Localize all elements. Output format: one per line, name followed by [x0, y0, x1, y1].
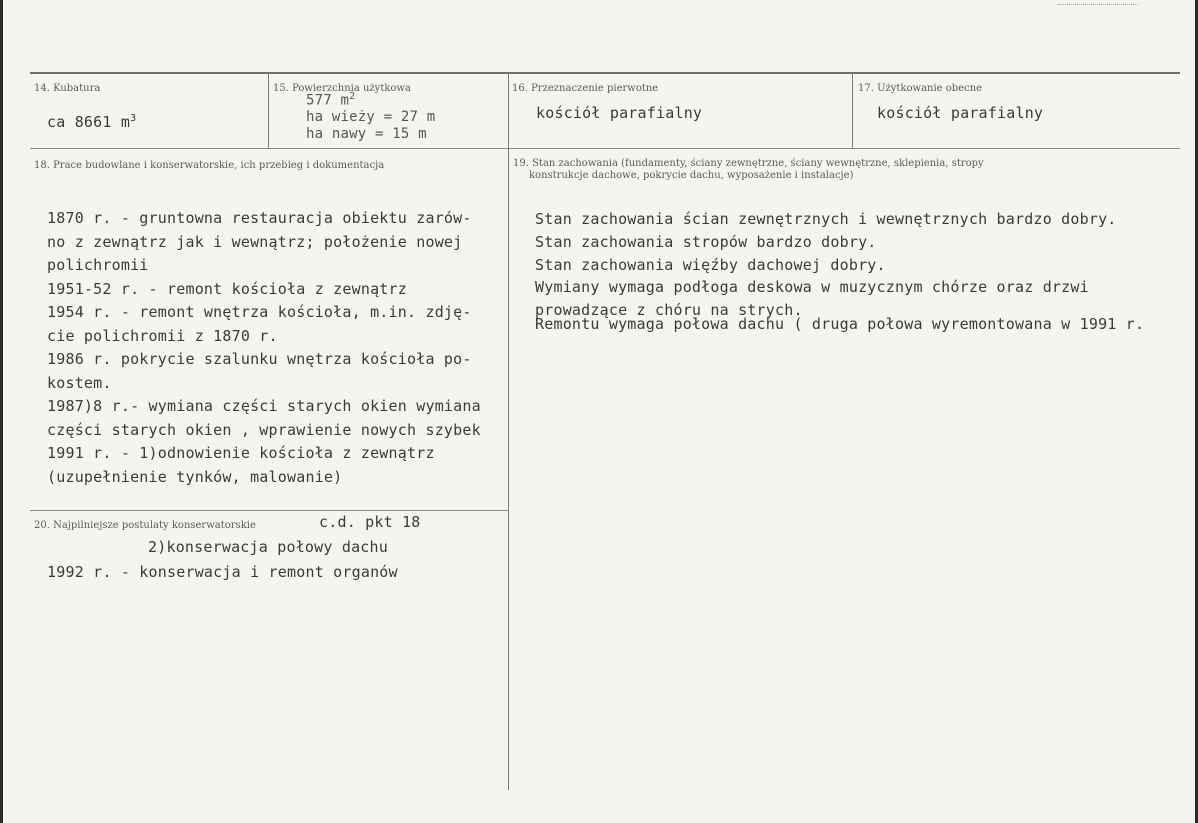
- field-18-line: kostem.: [47, 373, 112, 392]
- field-15-area: 577 $m^2$: [306, 91, 356, 109]
- field-19-label: 19. Stan zachowania (fundamenty, ściany zewnętrzne, ściany wewnętrzne, sklepienia, stropy: [513, 158, 984, 169]
- field-18-line: części starych okien , wprawienie nowych szybek: [47, 420, 481, 439]
- field-18-line: 1987)8 r.- wymiana części starych okien wymiana: [47, 397, 481, 415]
- field-18-line: polichromii: [47, 256, 149, 274]
- field-19-line: Stan zachowania stropów bardzo dobry.: [535, 232, 877, 251]
- field-18-label: 18. Prace budowlane i konserwatorskie, ich przebieg i dokumentacja: [34, 160, 385, 171]
- field-18-line: cie polichromii z 1870 r.: [47, 326, 278, 345]
- field-20-line-1: 2)konserwacja połowy dachu: [148, 538, 388, 556]
- field-19-line: prowadzące z chóru na strych.: [535, 301, 803, 320]
- row1-rule: [30, 148, 1180, 149]
- field-18-line: 1991 r. - 1)odnowienie kościoła z zewnątrz: [47, 444, 435, 462]
- field-20-label: 20. Najpilniejsze postulaty konserwatorskie: [34, 520, 256, 531]
- divider-middle: [508, 72, 509, 790]
- field-15-tower-area: ha wieży = 27 m: [306, 109, 436, 125]
- field-18-line: 1954 r. - remont wnętrza kościoła, m.in. zdję-: [47, 303, 472, 321]
- field-19-label-cont: konstrukcje dachowe, pokrycie dachu, wyposażenie i instalacje): [529, 170, 854, 181]
- field-18-line: 1951-52 r. - remont kościoła z zewnątrz: [47, 279, 407, 298]
- field-19-line: Wymiany wymaga podłoga deskowa w muzycznym chórze oraz drzwi: [535, 278, 1089, 297]
- field-19-line: Stan zachowania więźby dachowej dobry.: [535, 255, 886, 274]
- field-19-text: [535, 208, 1144, 336]
- card-left-edge: [0, 0, 3, 823]
- field-20-continuation: c.d. pkt 18: [319, 513, 421, 531]
- field-15-nave-area: ha nawy = 15 m: [306, 126, 427, 142]
- top-rule: [30, 72, 1180, 74]
- field-14-value: ca 8661 $m^3$: [47, 113, 137, 131]
- field-14-label: 14. Kubatura: [34, 83, 101, 94]
- divider-16-17: [852, 72, 853, 148]
- field-18-text: [47, 207, 481, 489]
- field-19-line: Remontu wymaga połowa dachu ( druga połowa wyremontowana w 1991 r.: [535, 315, 1145, 334]
- field-20-line-2: 1992 r. - konserwacja i remont organów: [47, 563, 398, 581]
- field-18-line: 1870 r. - gruntowna restauracja obiektu zarów-: [47, 209, 472, 227]
- field-17-value: kościół parafialny: [877, 104, 1044, 122]
- field-15-label: 15. Powierzchnia użytkowa: [273, 83, 411, 94]
- field-17-label: 17. Użytkowanie obecne: [858, 83, 983, 94]
- field-18-line: 1986 r. pokrycie szalunku wnętrza kościoła po-: [47, 350, 472, 368]
- field-19-line: Stan zachowania ścian zewnętrznych i wewnętrznych bardzo dobry.: [535, 210, 1117, 228]
- row2-rule: [30, 510, 508, 511]
- field-18-line: (uzupełnienie tynków, malowanie): [47, 467, 343, 486]
- field-18-line: no z zewnątrz jak i wewnątrz; położenie nowej: [47, 232, 463, 251]
- divider-14-15: [268, 72, 269, 148]
- corner-mark: [1058, 0, 1138, 5]
- field-16-label: 16. Przeznaczenie pierwotne: [512, 83, 659, 94]
- field-16-value: kościół parafialny: [536, 104, 703, 122]
